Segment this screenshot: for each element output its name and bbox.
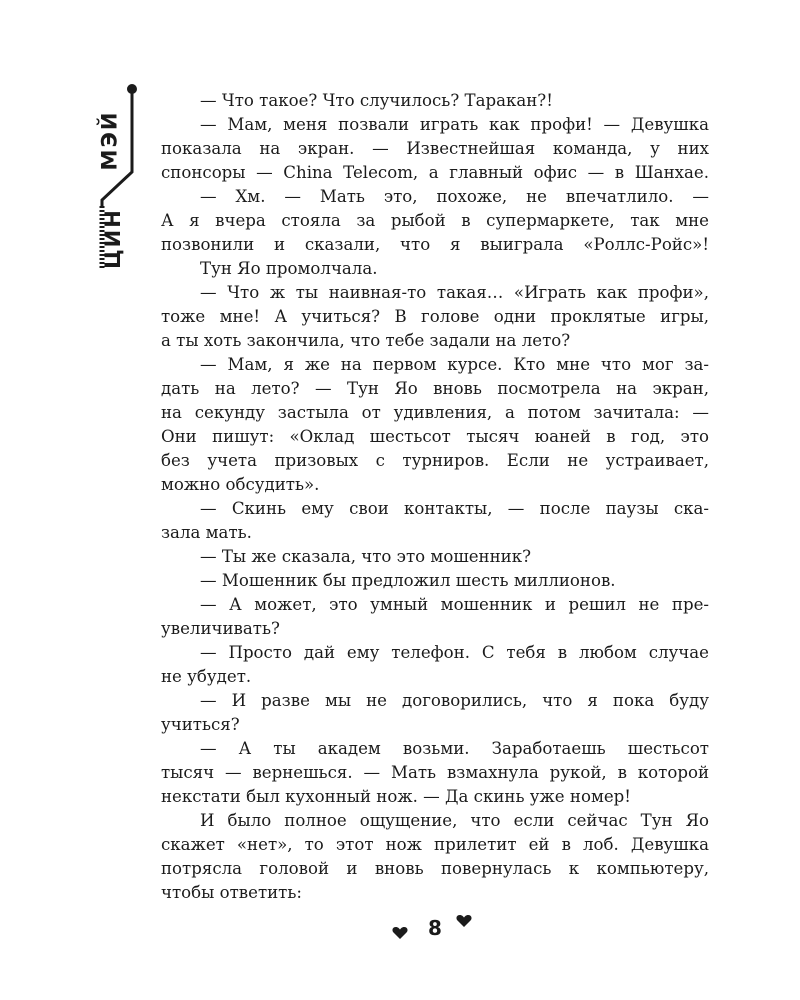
heart-icon <box>456 914 472 928</box>
text-line: — Хм. — Мать это, похоже, не впечатлило. — <box>200 187 709 206</box>
text-line: — Ты же сказала, что это мошенник? <box>200 547 532 566</box>
text-line: А я вчера стояла за рыбой в супермаркете, так мне <box>161 211 709 230</box>
text-line: учиться? <box>161 715 240 734</box>
text-line: — А может, это умный мошенник и решил не пре- <box>200 595 709 614</box>
text-line: — И разве мы не договорились, что я пока буду <box>200 691 709 710</box>
page-number: 8 <box>428 916 442 940</box>
text-line: — Что ж ты наивная-то такая… «Играть как профи», <box>200 283 709 302</box>
text-line: — Что такое? Что случилось? Таракан?! <box>200 91 553 110</box>
folio <box>380 908 490 948</box>
text-line: — Мошенник бы предложил шесть миллионов. <box>200 571 616 590</box>
text-line: — Скинь ему свои контакты, — после паузы ска- <box>200 499 709 518</box>
text-line: увеличивать? <box>161 619 280 638</box>
text-line: без учета призовых с турниров. Если не устраивает, <box>161 451 709 470</box>
text-line: дать на лето? — Тун Яо вновь посмотрела на экран, <box>161 379 709 398</box>
text-line: — Мам, меня позвали играть как профи! — Девушка <box>200 115 709 134</box>
text-line: — А ты академ возьми. Заработаешь шестьсот <box>200 739 709 758</box>
text-line: И было полное ощущение, что если сейчас Тун Яо <box>200 811 709 830</box>
text-line: — Просто дай ему телефон. С тебя в любом случае <box>200 643 709 662</box>
text-line: спонсоры — China Telecom, а главный офис — в Шанхае. <box>161 163 709 182</box>
text-line: Тун Яо промолчала. <box>200 259 378 278</box>
text-line: Они пишут: «Оклад шестьсот тысяч юаней в год, это <box>161 427 709 446</box>
text-line: некстати был кухонный нож. — Да скинь уже номер! <box>161 787 631 806</box>
text-line: а ты хоть закончила, что тебе задали на лето? <box>161 331 571 350</box>
text-line: позвонили и сказали, что я выиграла «Роллс-Ройс»! <box>161 235 709 254</box>
text-line: на секунду застыла от удивления, а потом зачитала: — <box>161 403 709 422</box>
text-line: — Мам, я же на первом курсе. Кто мне что мог за- <box>200 355 709 374</box>
text-line: можно обсудить». <box>161 475 320 494</box>
heart-icon <box>392 926 408 940</box>
text-line: не убудет. <box>161 667 252 686</box>
text-line: показала на экран. — Известнейшая команда, у них <box>161 139 709 158</box>
running-head <box>70 80 170 280</box>
text-line: потрясла головой и вновь повернулась к компьютеру, <box>161 859 709 878</box>
text-line: чтобы ответить: <box>161 883 302 902</box>
text-line: тысяч — вернешься. — Мать взмахнула рукой, в которой <box>161 763 709 782</box>
running-head-author-last: ЦИН <box>100 208 125 269</box>
text-line: зала мать. <box>161 523 252 542</box>
running-head-author-first: МЭЙ <box>97 110 122 171</box>
body-text <box>161 89 709 905</box>
text-line: тоже мне! А учиться? В голове одни проклятые игры, <box>161 307 709 326</box>
text-line: скажет «нет», то этот нож прилетит ей в лоб. Девушка <box>161 835 709 854</box>
